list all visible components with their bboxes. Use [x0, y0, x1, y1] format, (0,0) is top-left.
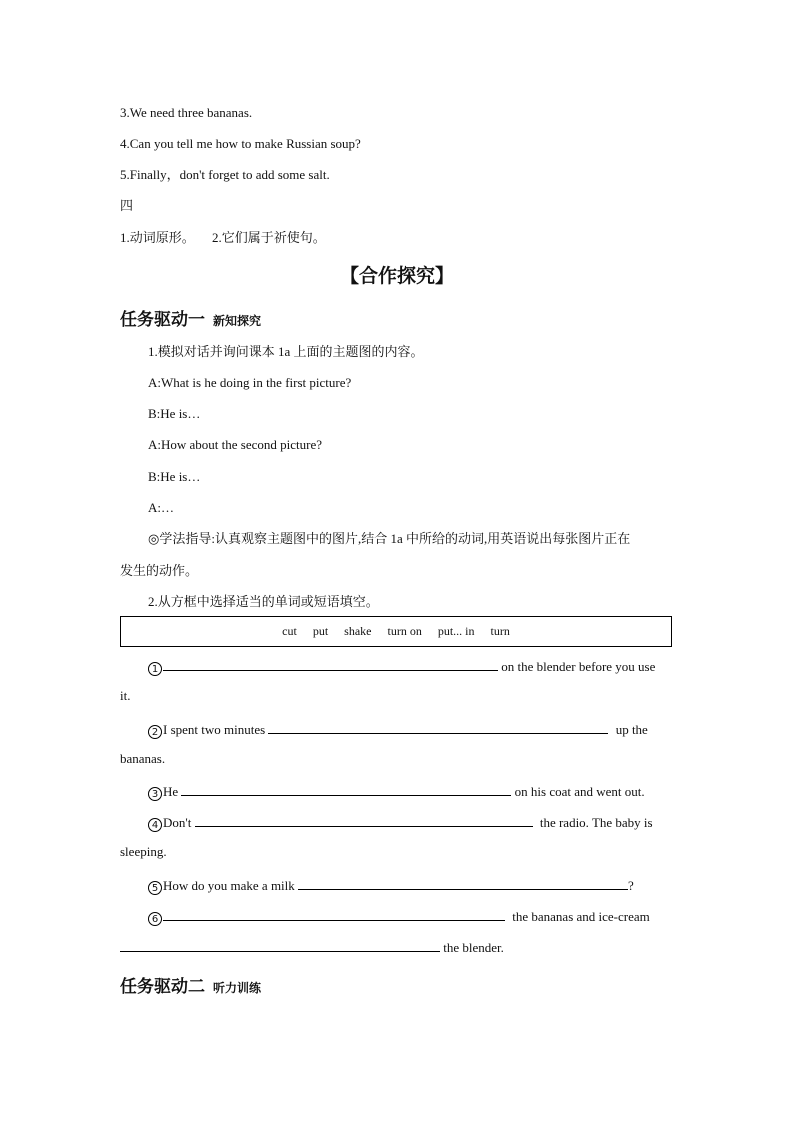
exercise-4-tail: the radio. The baby is: [539, 815, 653, 830]
exercise-2-tail: up the: [615, 722, 648, 737]
exercise-1-tail: on the blender before you use: [501, 659, 656, 674]
study-tip-line-2: 发生的动作。: [120, 563, 199, 578]
task1-subtitle: 新知探究: [213, 314, 262, 328]
word-box-item: cut: [282, 624, 297, 638]
exercise-5-head: How do you make a milk: [163, 878, 295, 893]
word-box-item: shake: [344, 624, 372, 638]
exercise-4-number: 4: [148, 818, 162, 832]
exercise-3-blank[interactable]: [181, 781, 511, 796]
dialog-line-2: B:He is…: [148, 406, 201, 421]
task2-heading: [120, 972, 261, 997]
exercise-3-tail: on his coat and went out.: [514, 784, 645, 799]
word-box-item: turn: [490, 624, 510, 638]
exercise-3-head: He: [163, 784, 179, 799]
exercise-6: [148, 906, 650, 926]
exercise-2-continued: bananas.: [120, 751, 166, 766]
exercise-5-blank[interactable]: [298, 875, 628, 890]
exercise-4: [148, 812, 653, 832]
answer-4: 4.Can you tell me how to make Russian soup?: [120, 136, 361, 151]
exercise-2-head: I spent two minutes: [163, 722, 266, 737]
word-box-item: put: [312, 624, 329, 638]
word-box: [120, 616, 672, 647]
exercise-4-continued: sleeping.: [120, 844, 167, 859]
word-box-item: turn on: [387, 624, 422, 638]
exercise-2-number: 2: [148, 725, 162, 739]
exercise-6-continued: [120, 937, 504, 957]
exercise-6-blank-1[interactable]: [163, 906, 505, 921]
section-4-heading: 四: [120, 198, 134, 213]
exercise-6-tail: the bananas and ice-cream: [512, 909, 650, 924]
exercise-4-head: Don't: [163, 815, 192, 830]
exercise-3-number: 3: [148, 787, 162, 801]
word-box-item: put... in: [437, 624, 475, 638]
dialog-line-1: A:What is he doing in the first picture?: [148, 375, 352, 390]
task2-title: 任务驱动二: [120, 977, 205, 997]
exercise-1-number: 1: [148, 662, 162, 676]
answer-3: 3.We need three bananas.: [120, 105, 253, 120]
dialog-line-4: B:He is…: [148, 469, 201, 484]
study-tip-line-1: ◎学法指导:认真观察主题图中的图片,结合 1a 中所给的动词,用英语说出每张图片正在: [148, 531, 631, 546]
section-4-answer-1: 1.动词原形。: [120, 230, 195, 245]
exercise-1-blank[interactable]: [163, 656, 498, 671]
section-title: 【合作探究】: [339, 265, 454, 287]
exercise-6-continued-text: the blender.: [443, 940, 504, 955]
dialog-line-5: A:…: [148, 500, 174, 515]
exercise-1: [148, 656, 655, 676]
section-4-answers: [120, 229, 326, 247]
task1-item1: 1.模拟对话并询问课本 1a 上面的主题图的内容。: [148, 344, 424, 359]
exercise-1-continued: it.: [120, 688, 131, 703]
exercise-2: [148, 719, 648, 739]
dialog-line-3: A:How about the second picture?: [148, 437, 323, 452]
answer-5: 5.Finally，don't forget to add some salt.: [120, 167, 330, 182]
section-4-answer-2: 2.它们属于祈使句。: [212, 230, 326, 245]
task2-subtitle: 听力训练: [213, 981, 262, 995]
exercise-4-blank[interactable]: [195, 812, 533, 827]
exercise-5-tail: ?: [628, 878, 634, 893]
exercise-5: [148, 875, 634, 895]
exercise-3: [148, 781, 645, 801]
exercise-5-number: 5: [148, 881, 162, 895]
task1-title: 任务驱动一: [120, 310, 205, 330]
exercise-6-number: 6: [148, 912, 162, 926]
exercise-2-blank[interactable]: [268, 719, 608, 734]
task1-item2: 2.从方框中选择适当的单词或短语填空。: [148, 594, 379, 609]
exercise-6-blank-2[interactable]: [120, 937, 440, 952]
task1-heading: [120, 305, 261, 330]
